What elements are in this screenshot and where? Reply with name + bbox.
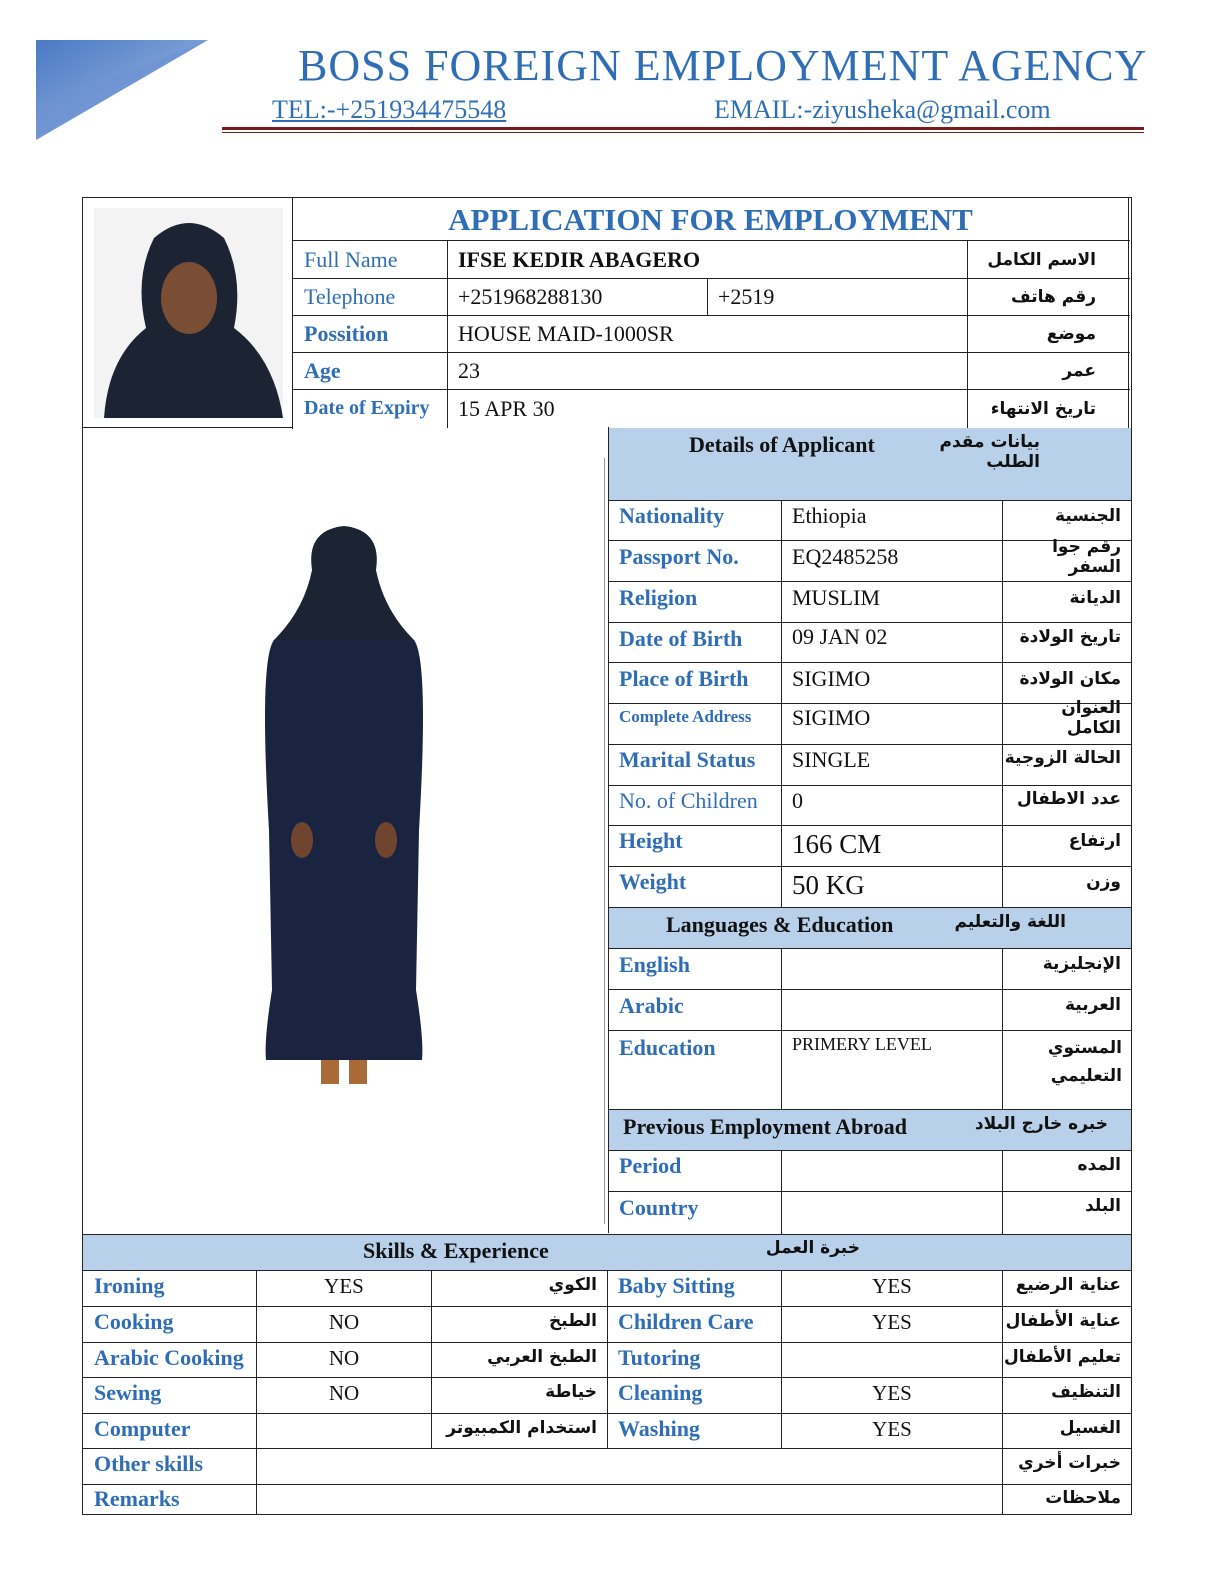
label-no-of-children: No. of Children	[619, 788, 758, 813]
value-no-of-children: 0	[792, 788, 803, 813]
label-no-of-children-ar: عدد الاطفال	[1017, 789, 1121, 809]
label-nationality-ar: الجنسية	[1055, 506, 1121, 526]
label-cooking: Cooking	[94, 1309, 174, 1334]
label-english: English	[619, 952, 690, 977]
value-telephone-2: +2519	[718, 284, 775, 309]
value-baby-sitting: YES	[872, 1273, 912, 1298]
label-full-name: Full Name	[304, 246, 398, 272]
agency-email: EMAIL:-ziyusheka@gmail.com	[714, 95, 1051, 124]
label-period-ar: المده	[1077, 1155, 1121, 1175]
label-weight-ar: وزن	[1086, 872, 1121, 892]
value-age: 23	[458, 358, 480, 383]
label-position-ar: موضع	[1046, 324, 1096, 344]
label-religion-ar: الديانة	[1069, 588, 1121, 608]
label-arabic-cooking-ar: الطبخ العربي	[487, 1347, 597, 1367]
label-country: Country	[619, 1195, 699, 1220]
value-english	[782, 949, 1002, 981]
label-height-ar: ارتفاع	[1068, 831, 1121, 851]
value-complete-address: SIGIMO	[792, 705, 871, 730]
value-sewing: NO	[328, 1380, 360, 1405]
label-baby-sitting-ar: عناية الرضيع	[1015, 1275, 1121, 1295]
value-tutoring	[782, 1343, 1002, 1373]
skills-heading: Skills & Experience	[363, 1238, 549, 1263]
agency-telephone-link[interactable]: TEL:-+251934475548	[272, 95, 507, 124]
value-date-of-expiry: 15 APR 30	[458, 395, 555, 421]
label-religion: Religion	[619, 585, 698, 610]
label-education-ar: المستوي التعليمي	[1047, 1038, 1122, 1086]
label-washing: Washing	[618, 1416, 700, 1441]
label-place-of-birth-ar: مكان الولادة	[1019, 669, 1121, 689]
value-marital-status: SINGLE	[792, 747, 871, 772]
value-passport-no: EQ2485258	[792, 544, 899, 569]
value-washing: YES	[872, 1416, 912, 1441]
details-heading-ar: بيانات مقدم الطلب	[939, 432, 1040, 472]
label-other-skills-ar: خبرات أخري	[1018, 1453, 1121, 1473]
label-telephone: Telephone	[304, 284, 396, 309]
passport-photo	[94, 208, 283, 418]
label-cooking-ar: الطبخ	[549, 1311, 597, 1331]
label-date-of-birth-ar: تاريخ الولادة	[1019, 627, 1121, 647]
value-full-name: IFSE KEDIR ABAGERO	[458, 246, 701, 272]
label-computer: Computer	[94, 1416, 191, 1441]
previous-employment-heading: Previous Employment Abroad	[623, 1114, 907, 1139]
label-cleaning-ar: التنظيف	[1051, 1382, 1121, 1402]
agency-name: BOSS FOREIGN EMPLOYMENT AGENCY	[298, 41, 1148, 90]
value-telephone: +251968288130	[458, 284, 603, 309]
label-children-care-ar: عناية الأطفال	[1005, 1311, 1121, 1331]
label-passport-no-ar: رقم جوا السفر	[1052, 537, 1121, 577]
header-rule	[222, 127, 1144, 130]
label-children-care: Children Care	[618, 1309, 754, 1334]
label-remarks: Remarks	[94, 1486, 180, 1511]
value-country	[782, 1192, 1002, 1224]
label-passport-no: Passport No.	[619, 544, 739, 569]
label-date-of-birth: Date of Birth	[619, 626, 743, 651]
value-nationality: Ethiopia	[792, 503, 867, 528]
value-religion: MUSLIM	[792, 585, 881, 610]
label-tutoring-ar: تعليم الأطفال	[1004, 1347, 1121, 1367]
languages-heading: Languages & Education	[666, 912, 894, 937]
label-ironing: Ironing	[94, 1273, 165, 1298]
agency-logo	[34, 38, 210, 142]
label-remarks-ar: ملاحظات	[1045, 1488, 1121, 1508]
label-cleaning: Cleaning	[618, 1380, 703, 1405]
value-position: HOUSE MAID-1000SR	[458, 321, 674, 346]
value-computer	[257, 1414, 431, 1444]
label-marital-status: Marital Status	[619, 747, 756, 772]
label-marital-status-ar: الحالة الزوجية	[1004, 748, 1121, 768]
label-height: Height	[619, 828, 683, 853]
label-position: Possition	[304, 321, 389, 346]
value-education: PRIMERY LEVEL	[792, 1033, 932, 1054]
value-period	[782, 1151, 1002, 1181]
previous-employment-heading-ar: خبره خارج البلاد	[974, 1114, 1108, 1134]
label-english-ar: الإنجليزية	[1042, 954, 1121, 974]
label-nationality: Nationality	[619, 503, 725, 528]
value-cooking: NO	[328, 1309, 360, 1334]
value-cleaning: YES	[872, 1380, 912, 1405]
label-washing-ar: الغسيل	[1059, 1418, 1121, 1438]
value-children-care: YES	[872, 1309, 912, 1334]
value-date-of-birth: 09 JAN 02	[792, 624, 888, 649]
header-rule-thin	[222, 132, 1144, 133]
value-place-of-birth: SIGIMO	[792, 666, 871, 691]
value-weight: 50 KG	[792, 869, 865, 900]
label-full-name-ar: الاسم الكامل	[987, 249, 1096, 270]
label-education: Education	[619, 1035, 716, 1060]
skills-heading-ar: خبرة العمل	[765, 1238, 860, 1258]
label-other-skills: Other skills	[94, 1451, 204, 1476]
label-complete-address: Complete Address	[619, 707, 752, 726]
label-sewing-ar: خياطة	[545, 1382, 597, 1402]
label-computer-ar: استخدام الكمبيوتر	[446, 1418, 597, 1438]
label-arabic-ar: العربية	[1064, 995, 1121, 1015]
label-period: Period	[619, 1153, 682, 1178]
label-telephone-ar: رقم هاتف	[1011, 287, 1096, 307]
label-weight: Weight	[619, 869, 687, 894]
label-ironing-ar: الكوي	[548, 1275, 597, 1295]
value-ironing: YES	[324, 1273, 364, 1298]
full-body-photo	[84, 430, 604, 1233]
languages-heading-ar: اللغة والتعليم	[954, 912, 1066, 932]
label-sewing: Sewing	[94, 1380, 162, 1405]
label-country-ar: البلد	[1085, 1196, 1121, 1216]
label-arabic: Arabic	[619, 993, 684, 1018]
label-place-of-birth: Place of Birth	[619, 666, 749, 691]
value-height: 166 CM	[792, 828, 882, 859]
label-date-of-expiry: Date of Expiry	[304, 397, 430, 419]
label-age: Age	[304, 358, 341, 383]
label-baby-sitting: Baby Sitting	[618, 1273, 735, 1298]
form-title: APPLICATION FOR EMPLOYMENT	[448, 202, 973, 237]
label-date-of-expiry-ar: تاريخ الانتهاء	[990, 398, 1096, 419]
label-arabic-cooking: Arabic Cooking	[94, 1345, 244, 1370]
value-arabic-cooking: NO	[328, 1345, 360, 1370]
value-arabic	[782, 990, 1002, 1022]
label-complete-address-ar: العنوان الكامل	[1061, 698, 1121, 738]
details-heading: Details of Applicant	[689, 432, 875, 457]
label-tutoring: Tutoring	[618, 1345, 701, 1370]
label-age-ar: عمر	[1062, 361, 1096, 381]
